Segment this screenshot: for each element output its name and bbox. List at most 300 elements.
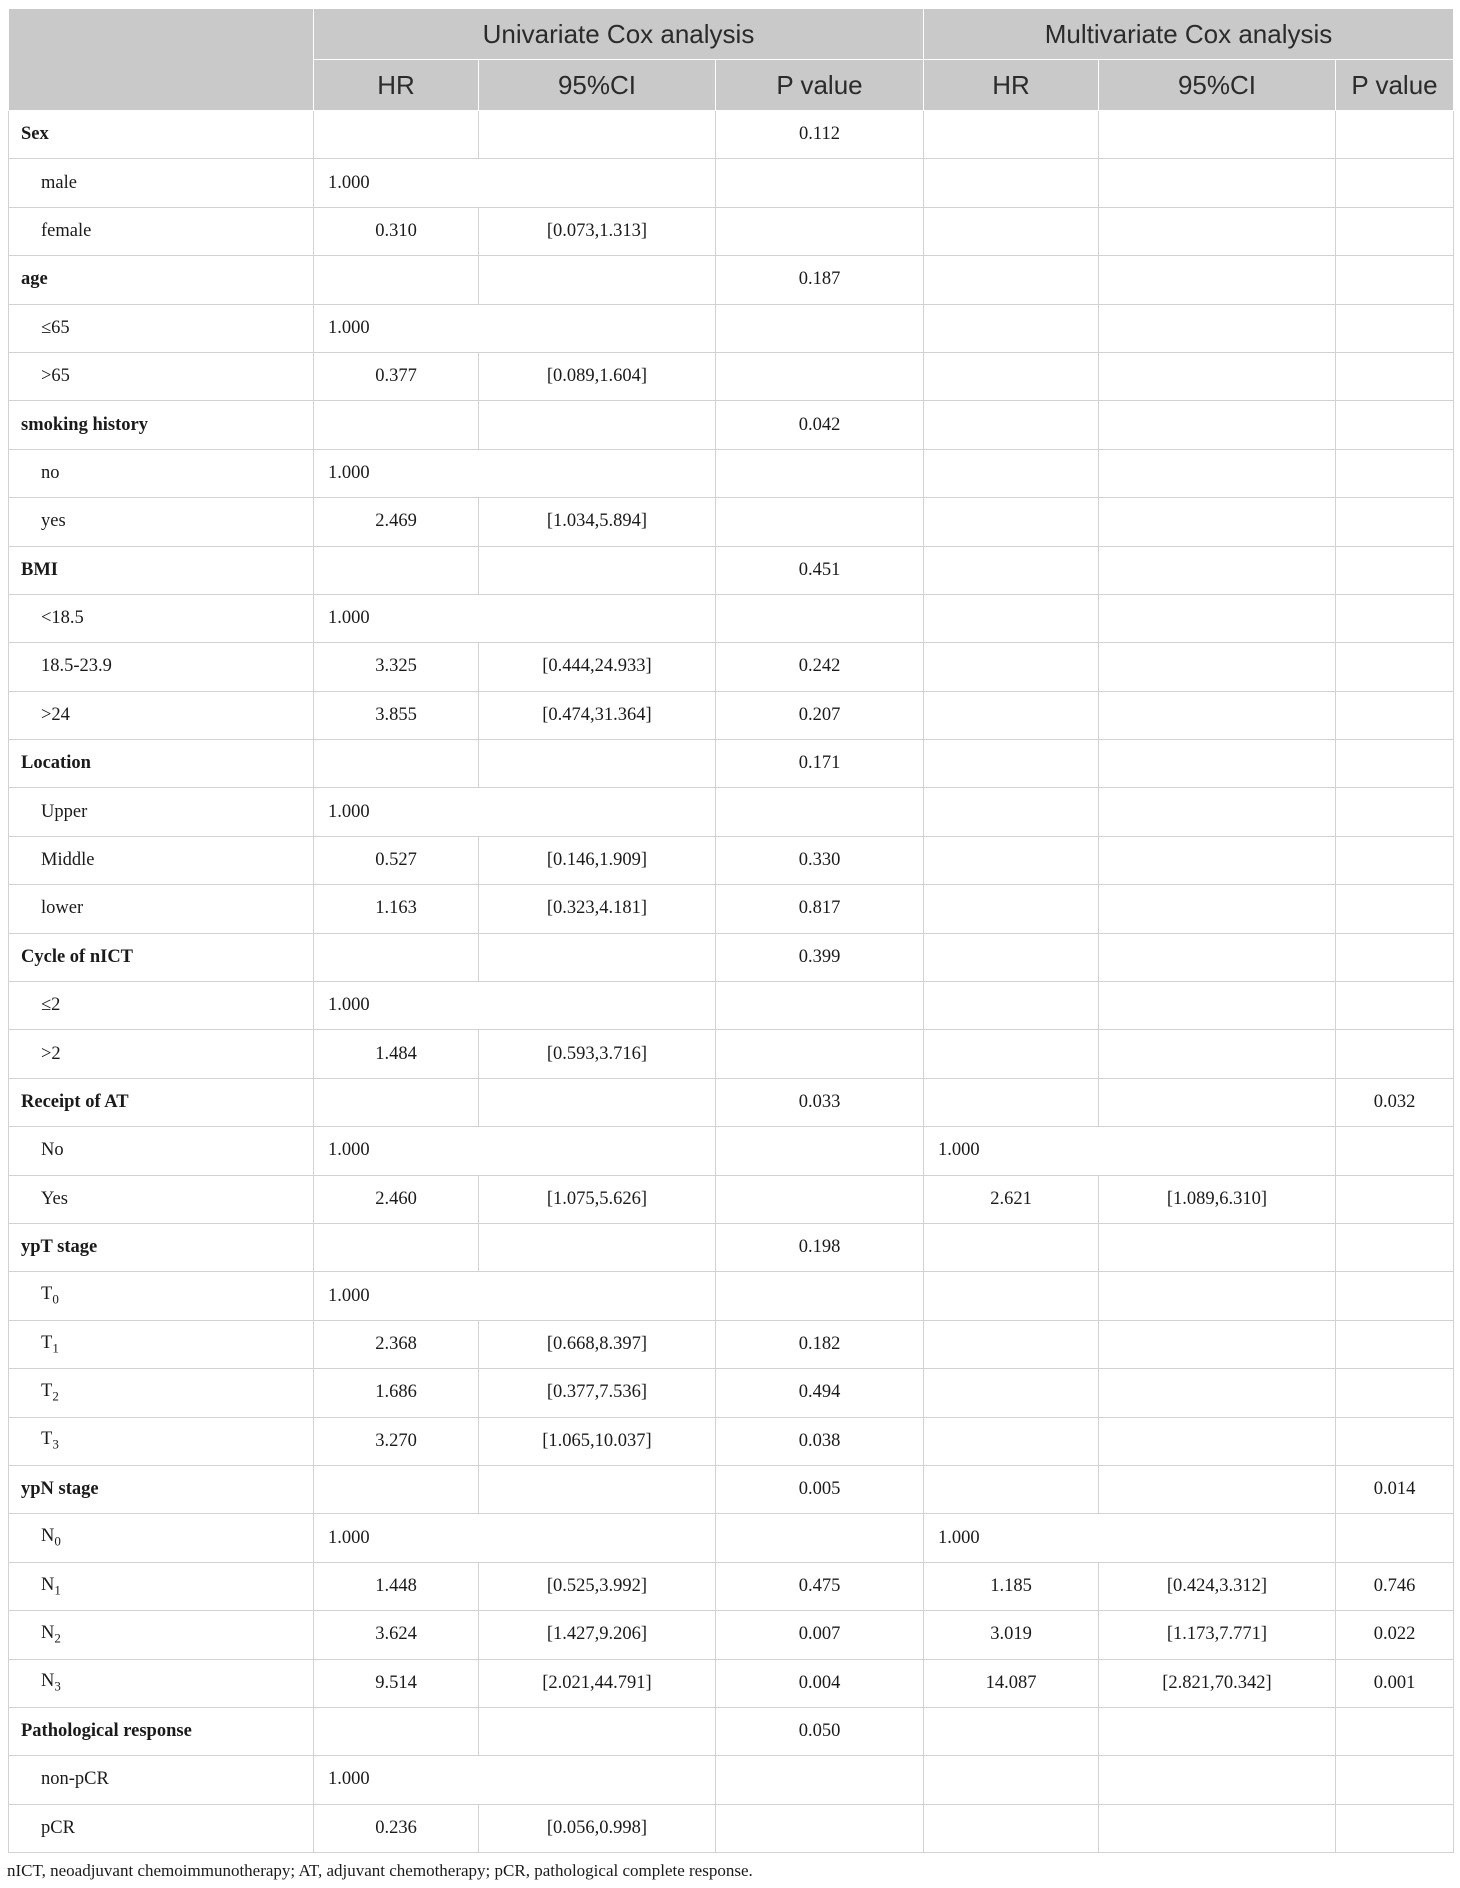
univariate-ci-cell	[479, 1707, 716, 1755]
multivariate-hr-cell	[924, 498, 1099, 546]
multivariate-p-cell	[1336, 111, 1454, 159]
table-row	[9, 1320, 1454, 1368]
multivariate-p-cell	[1336, 1707, 1454, 1755]
univariate-hr-cell: 2.460	[314, 1175, 479, 1223]
multivariate-p-cell	[1336, 352, 1454, 400]
multivariate-hr-cell	[924, 1272, 1099, 1320]
univariate-p-cell: 0.007	[716, 1611, 924, 1659]
multivariate-ci-cell	[1099, 594, 1336, 642]
univariate-p-cell: 0.042	[716, 401, 924, 449]
univariate-hr-cell: 3.270	[314, 1417, 479, 1465]
table-row	[9, 1756, 1454, 1804]
univariate-p-cell: 0.330	[716, 836, 924, 884]
univariate-ci-cell: [0.525,3.992]	[479, 1562, 716, 1610]
multivariate-hr-cell	[924, 1320, 1099, 1368]
univariate-p-cell	[716, 498, 924, 546]
row-label: non-pCR	[9, 1756, 314, 1804]
univariate-hr-cell: 0.236	[314, 1804, 479, 1852]
univariate-hr-cell: 1.000	[314, 1514, 716, 1562]
multivariate-ci-cell	[1099, 1417, 1336, 1465]
multivariate-hr-cell: 1.000	[924, 1514, 1336, 1562]
table-row	[9, 207, 1454, 255]
univariate-hr-cell	[314, 546, 479, 594]
row-label: Sex	[9, 111, 314, 159]
multivariate-hr-cell	[924, 1417, 1099, 1465]
table-row	[9, 1272, 1454, 1320]
multivariate-ci-cell	[1099, 1465, 1336, 1513]
table-row	[9, 1078, 1454, 1126]
row-label: ypN stage	[9, 1465, 314, 1513]
row-label: pCR	[9, 1804, 314, 1852]
univariate-ci-header: 95%CI	[479, 60, 716, 111]
univariate-ci-cell: [0.073,1.313]	[479, 207, 716, 255]
table-row	[9, 401, 1454, 449]
univariate-hr-cell: 1.686	[314, 1369, 479, 1417]
row-label	[9, 1611, 314, 1659]
multivariate-hr-cell	[924, 1707, 1099, 1755]
row-label: ≤2	[9, 982, 314, 1030]
multivariate-ci-cell: [2.821,70.342]	[1099, 1659, 1336, 1707]
row-label: Yes	[9, 1175, 314, 1223]
multivariate-hr-cell	[924, 1369, 1099, 1417]
multivariate-hr-cell	[924, 1756, 1099, 1804]
univariate-p-cell	[716, 352, 924, 400]
multivariate-p-cell	[1336, 1514, 1454, 1562]
univariate-ci-cell: [0.444,24.933]	[479, 643, 716, 691]
row-label: smoking history	[9, 401, 314, 449]
row-label: Receipt of AT	[9, 1078, 314, 1126]
multivariate-ci-cell	[1099, 1030, 1336, 1078]
multivariate-p-cell: 0.014	[1336, 1465, 1454, 1513]
multivariate-ci-cell	[1099, 1320, 1336, 1368]
univariate-hr-cell: 1.000	[314, 1272, 716, 1320]
univariate-p-cell: 0.171	[716, 740, 924, 788]
table-row	[9, 1659, 1454, 1707]
row-label	[9, 1659, 314, 1707]
multivariate-hr-cell	[924, 1078, 1099, 1126]
univariate-p-cell	[716, 1272, 924, 1320]
multivariate-p-cell	[1336, 1127, 1454, 1175]
multivariate-p-cell	[1336, 1175, 1454, 1223]
univariate-p-cell	[716, 1175, 924, 1223]
univariate-p-header: P value	[716, 60, 924, 111]
univariate-ci-cell	[479, 1223, 716, 1271]
multivariate-hr-cell	[924, 982, 1099, 1030]
table-row	[9, 1465, 1454, 1513]
table-row	[9, 1611, 1454, 1659]
row-label-subscript: 2	[54, 1630, 61, 1646]
multivariate-hr-cell	[924, 1804, 1099, 1852]
multivariate-p-cell	[1336, 159, 1454, 207]
univariate-ci-cell: [0.377,7.536]	[479, 1369, 716, 1417]
univariate-ci-cell	[479, 401, 716, 449]
row-label-text: N	[41, 1574, 55, 1595]
row-label: BMI	[9, 546, 314, 594]
multivariate-hr-cell	[924, 788, 1099, 836]
univariate-p-cell: 0.033	[716, 1078, 924, 1126]
univariate-p-cell: 0.182	[716, 1320, 924, 1368]
table-row	[9, 1127, 1454, 1175]
multivariate-p-cell	[1336, 304, 1454, 352]
multivariate-ci-cell	[1099, 1707, 1336, 1755]
table-row	[9, 1369, 1454, 1417]
univariate-ci-cell: [1.427,9.206]	[479, 1611, 716, 1659]
row-label: <18.5	[9, 594, 314, 642]
univariate-hr-cell: 9.514	[314, 1659, 479, 1707]
multivariate-p-cell	[1336, 1417, 1454, 1465]
univariate-p-cell	[716, 1804, 924, 1852]
multivariate-p-cell	[1336, 256, 1454, 304]
univariate-p-cell: 0.494	[716, 1369, 924, 1417]
multivariate-ci-cell	[1099, 256, 1336, 304]
row-label: ypT stage	[9, 1223, 314, 1271]
table-container	[8, 8, 1453, 1881]
univariate-ci-cell: [1.075,5.626]	[479, 1175, 716, 1223]
multivariate-hr-cell	[924, 401, 1099, 449]
multivariate-hr-cell	[924, 207, 1099, 255]
univariate-hr-cell: 1.000	[314, 1756, 716, 1804]
multivariate-hr-cell	[924, 1465, 1099, 1513]
multivariate-p-cell	[1336, 449, 1454, 497]
multivariate-ci-cell: [1.089,6.310]	[1099, 1175, 1336, 1223]
univariate-hr-cell: 1.000	[314, 449, 716, 497]
multivariate-p-cell	[1336, 740, 1454, 788]
univariate-hr-cell	[314, 933, 479, 981]
multivariate-hr-cell	[924, 256, 1099, 304]
univariate-p-cell	[716, 207, 924, 255]
table-row	[9, 1804, 1454, 1852]
multivariate-p-cell	[1336, 498, 1454, 546]
univariate-ci-cell: [0.146,1.909]	[479, 836, 716, 884]
multivariate-hr-cell	[924, 1223, 1099, 1271]
multivariate-hr-cell	[924, 111, 1099, 159]
multivariate-ci-cell	[1099, 498, 1336, 546]
multivariate-p-cell	[1336, 691, 1454, 739]
univariate-hr-cell	[314, 256, 479, 304]
row-label-text: T	[41, 1284, 53, 1305]
row-label-subscript: 2	[52, 1388, 59, 1404]
table-row	[9, 1562, 1454, 1610]
univariate-ci-cell: [0.089,1.604]	[479, 352, 716, 400]
multivariate-hr-cell: 2.621	[924, 1175, 1099, 1223]
row-label: >65	[9, 352, 314, 400]
multivariate-hr-cell	[924, 594, 1099, 642]
table-row	[9, 256, 1454, 304]
multivariate-p-cell	[1336, 594, 1454, 642]
row-label: Upper	[9, 788, 314, 836]
table-row	[9, 1223, 1454, 1271]
univariate-p-cell: 0.399	[716, 933, 924, 981]
row-label: No	[9, 1127, 314, 1175]
multivariate-hr-cell	[924, 740, 1099, 788]
table-row	[9, 788, 1454, 836]
multivariate-ci-cell	[1099, 449, 1336, 497]
row-label	[9, 1369, 314, 1417]
table-row	[9, 885, 1454, 933]
multivariate-ci-cell	[1099, 836, 1336, 884]
header-blank-cell	[9, 9, 314, 111]
table-header	[9, 9, 1454, 111]
univariate-p-cell: 0.207	[716, 691, 924, 739]
multivariate-p-cell: 0.001	[1336, 1659, 1454, 1707]
multivariate-ci-cell	[1099, 111, 1336, 159]
univariate-hr-cell: 0.310	[314, 207, 479, 255]
univariate-p-cell: 0.475	[716, 1562, 924, 1610]
table-row	[9, 836, 1454, 884]
table-row	[9, 643, 1454, 691]
univariate-header: Univariate Cox analysis	[314, 9, 924, 60]
row-label: lower	[9, 885, 314, 933]
univariate-ci-cell	[479, 256, 716, 304]
row-label-text: N	[41, 1526, 55, 1547]
univariate-hr-cell: 1.000	[314, 159, 716, 207]
multivariate-hr-cell	[924, 691, 1099, 739]
row-label-subscript: 3	[52, 1437, 59, 1453]
univariate-ci-cell: [0.323,4.181]	[479, 885, 716, 933]
univariate-ci-cell: [0.056,0.998]	[479, 1804, 716, 1852]
row-label-text: T	[41, 1332, 53, 1353]
univariate-ci-cell: [2.021,44.791]	[479, 1659, 716, 1707]
multivariate-ci-cell	[1099, 207, 1336, 255]
row-label-subscript: 3	[54, 1679, 61, 1695]
table-row	[9, 111, 1454, 159]
univariate-ci-cell: [1.034,5.894]	[479, 498, 716, 546]
table-row	[9, 1175, 1454, 1223]
univariate-hr-cell	[314, 401, 479, 449]
multivariate-p-cell	[1336, 643, 1454, 691]
row-label-text: N	[41, 1671, 55, 1692]
univariate-ci-cell: [0.593,3.716]	[479, 1030, 716, 1078]
univariate-hr-cell	[314, 1078, 479, 1126]
multivariate-hr-cell	[924, 836, 1099, 884]
univariate-p-cell: 0.198	[716, 1223, 924, 1271]
multivariate-ci-header: 95%CI	[1099, 60, 1336, 111]
multivariate-p-cell: 0.032	[1336, 1078, 1454, 1126]
multivariate-p-cell: 0.746	[1336, 1562, 1454, 1610]
multivariate-hr-cell: 1.185	[924, 1562, 1099, 1610]
multivariate-p-cell	[1336, 885, 1454, 933]
univariate-p-cell	[716, 304, 924, 352]
row-label	[9, 1320, 314, 1368]
multivariate-ci-cell	[1099, 691, 1336, 739]
univariate-hr-cell: 1.000	[314, 788, 716, 836]
multivariate-hr-cell	[924, 885, 1099, 933]
univariate-hr-cell: 0.377	[314, 352, 479, 400]
table-row	[9, 691, 1454, 739]
multivariate-p-cell	[1336, 1320, 1454, 1368]
univariate-p-cell	[716, 982, 924, 1030]
univariate-p-cell: 0.005	[716, 1465, 924, 1513]
univariate-ci-cell	[479, 111, 716, 159]
multivariate-ci-cell	[1099, 1272, 1336, 1320]
table-row	[9, 1030, 1454, 1078]
row-label: yes	[9, 498, 314, 546]
multivariate-ci-cell: [0.424,3.312]	[1099, 1562, 1336, 1610]
row-label-subscript: 0	[54, 1533, 61, 1549]
univariate-hr-cell	[314, 1707, 479, 1755]
univariate-p-cell	[716, 159, 924, 207]
multivariate-ci-cell	[1099, 546, 1336, 594]
row-label	[9, 1272, 314, 1320]
univariate-p-cell	[716, 449, 924, 497]
multivariate-hr-cell: 1.000	[924, 1127, 1336, 1175]
multivariate-hr-cell	[924, 1030, 1099, 1078]
table-row	[9, 982, 1454, 1030]
multivariate-ci-cell	[1099, 885, 1336, 933]
table-row	[9, 1707, 1454, 1755]
univariate-ci-cell	[479, 546, 716, 594]
multivariate-p-cell	[1336, 1272, 1454, 1320]
univariate-hr-cell: 1.448	[314, 1562, 479, 1610]
multivariate-hr-cell	[924, 643, 1099, 691]
univariate-hr-cell: 1.163	[314, 885, 479, 933]
row-label-text: T	[41, 1429, 53, 1450]
univariate-p-cell	[716, 788, 924, 836]
univariate-p-cell: 0.004	[716, 1659, 924, 1707]
table-row	[9, 352, 1454, 400]
univariate-p-cell: 0.038	[716, 1417, 924, 1465]
row-label-text: N	[41, 1622, 55, 1643]
multivariate-p-header: P value	[1336, 60, 1454, 111]
multivariate-header: Multivariate Cox analysis	[924, 9, 1454, 60]
univariate-hr-cell	[314, 740, 479, 788]
multivariate-p-cell: 0.022	[1336, 1611, 1454, 1659]
multivariate-p-cell	[1336, 1756, 1454, 1804]
multivariate-p-cell	[1336, 401, 1454, 449]
multivariate-hr-cell	[924, 352, 1099, 400]
multivariate-hr-cell	[924, 933, 1099, 981]
univariate-p-cell: 0.817	[716, 885, 924, 933]
multivariate-ci-cell	[1099, 740, 1336, 788]
univariate-hr-cell	[314, 1465, 479, 1513]
row-label	[9, 1514, 314, 1562]
table-row	[9, 159, 1454, 207]
univariate-ci-cell: [0.474,31.364]	[479, 691, 716, 739]
multivariate-ci-cell	[1099, 1804, 1336, 1852]
univariate-hr-header: HR	[314, 60, 479, 111]
table-row	[9, 546, 1454, 594]
table-row	[9, 304, 1454, 352]
row-label	[9, 1562, 314, 1610]
univariate-hr-cell	[314, 111, 479, 159]
multivariate-p-cell	[1336, 1369, 1454, 1417]
multivariate-ci-cell	[1099, 304, 1336, 352]
multivariate-ci-cell	[1099, 788, 1336, 836]
multivariate-ci-cell	[1099, 933, 1336, 981]
univariate-hr-cell: 1.000	[314, 304, 716, 352]
multivariate-ci-cell	[1099, 643, 1336, 691]
univariate-hr-cell: 1.484	[314, 1030, 479, 1078]
multivariate-p-cell	[1336, 1030, 1454, 1078]
univariate-p-cell	[716, 594, 924, 642]
table-row	[9, 498, 1454, 546]
univariate-hr-cell: 3.624	[314, 1611, 479, 1659]
table-row	[9, 1417, 1454, 1465]
multivariate-ci-cell: [1.173,7.771]	[1099, 1611, 1336, 1659]
univariate-ci-cell	[479, 933, 716, 981]
row-label-subscript: 1	[54, 1582, 61, 1598]
multivariate-p-cell	[1336, 933, 1454, 981]
row-label: Location	[9, 740, 314, 788]
multivariate-ci-cell	[1099, 352, 1336, 400]
univariate-p-cell	[716, 1756, 924, 1804]
multivariate-ci-cell	[1099, 1756, 1336, 1804]
multivariate-p-cell	[1336, 982, 1454, 1030]
row-label: >24	[9, 691, 314, 739]
multivariate-ci-cell	[1099, 401, 1336, 449]
multivariate-p-cell	[1336, 1223, 1454, 1271]
univariate-hr-cell: 0.527	[314, 836, 479, 884]
univariate-ci-cell	[479, 740, 716, 788]
multivariate-hr-cell	[924, 304, 1099, 352]
multivariate-hr-cell	[924, 546, 1099, 594]
row-label-subscript: 0	[52, 1291, 59, 1307]
row-label: male	[9, 159, 314, 207]
row-label: no	[9, 449, 314, 497]
univariate-p-cell	[716, 1127, 924, 1175]
univariate-p-cell	[716, 1514, 924, 1562]
univariate-hr-cell	[314, 1223, 479, 1271]
row-label: 18.5-23.9	[9, 643, 314, 691]
row-label: Pathological response	[9, 1707, 314, 1755]
row-label: ≤65	[9, 304, 314, 352]
univariate-p-cell	[716, 1030, 924, 1078]
univariate-hr-cell: 1.000	[314, 594, 716, 642]
table-footnote: nICT, neoadjuvant chemoimmunotherapy; AT, adjuvant chemotherapy; pCR, pathological complete response.	[7, 1861, 753, 1881]
univariate-hr-cell: 2.469	[314, 498, 479, 546]
table-row	[9, 933, 1454, 981]
univariate-p-cell: 0.187	[716, 256, 924, 304]
univariate-hr-cell: 3.325	[314, 643, 479, 691]
multivariate-hr-header: HR	[924, 60, 1099, 111]
multivariate-hr-cell	[924, 449, 1099, 497]
multivariate-hr-cell: 14.087	[924, 1659, 1099, 1707]
univariate-p-cell: 0.112	[716, 111, 924, 159]
table-row	[9, 740, 1454, 788]
cox-analysis-table	[8, 8, 1454, 1853]
row-label: female	[9, 207, 314, 255]
row-label: >2	[9, 1030, 314, 1078]
univariate-ci-cell: [1.065,10.037]	[479, 1417, 716, 1465]
multivariate-ci-cell	[1099, 982, 1336, 1030]
row-label	[9, 1417, 314, 1465]
univariate-p-cell: 0.242	[716, 643, 924, 691]
table-row	[9, 1514, 1454, 1562]
row-label: age	[9, 256, 314, 304]
row-label-text: T	[41, 1381, 53, 1401]
multivariate-ci-cell	[1099, 1369, 1336, 1417]
univariate-p-cell: 0.050	[716, 1707, 924, 1755]
multivariate-p-cell	[1336, 1804, 1454, 1852]
table-row	[9, 449, 1454, 497]
univariate-hr-cell: 3.855	[314, 691, 479, 739]
multivariate-ci-cell	[1099, 1223, 1336, 1271]
univariate-ci-cell	[479, 1465, 716, 1513]
univariate-p-cell: 0.451	[716, 546, 924, 594]
univariate-hr-cell: 1.000	[314, 1127, 716, 1175]
row-label: Cycle of nICT	[9, 933, 314, 981]
multivariate-ci-cell	[1099, 159, 1336, 207]
univariate-hr-cell: 2.368	[314, 1320, 479, 1368]
table-row	[9, 594, 1454, 642]
multivariate-p-cell	[1336, 788, 1454, 836]
multivariate-p-cell	[1336, 836, 1454, 884]
multivariate-hr-cell: 3.019	[924, 1611, 1099, 1659]
multivariate-p-cell	[1336, 207, 1454, 255]
multivariate-ci-cell	[1099, 1078, 1336, 1126]
multivariate-p-cell	[1336, 546, 1454, 594]
row-label: Middle	[9, 836, 314, 884]
